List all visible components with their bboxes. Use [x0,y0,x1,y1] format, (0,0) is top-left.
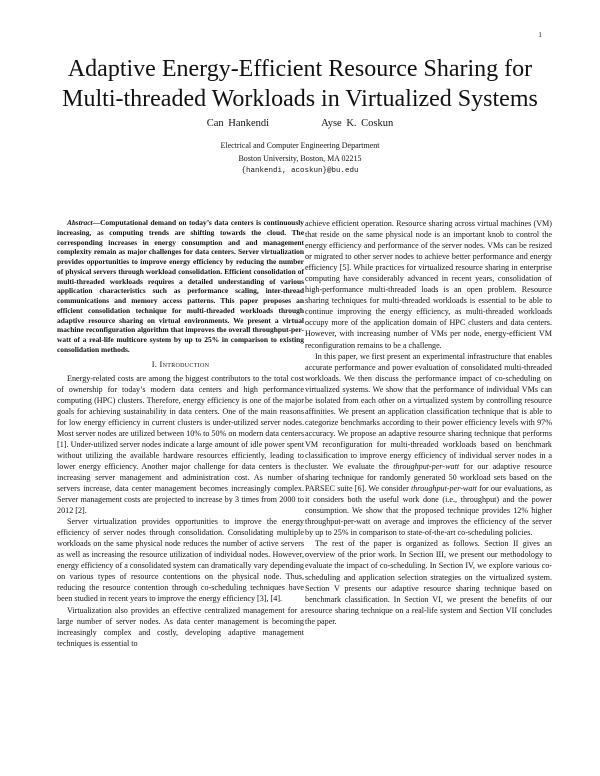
affiliation-university: Boston University, Boston, MA 02215 [238,153,362,163]
organization-paragraph: The rest of the paper is organized as follows. Section II gives an overview of the prior work. In Section III, we present our methodology to evaluate the impact of co-scheduling. In Section IV, we explore various co-scheduling and application selection strategies on the virtualized system. Section V presents our adaptive resource sharing technique based on benchmark classification. In Section VI, we present the benefits of our resource sharing technique on a real-life system and Section VII concludes the paper. [305,539,552,626]
page-number: 1 [538,30,542,39]
contributions-paragraph [305,351,552,539]
affiliation-department: Electrical and Computer Engineering Department [220,141,380,150]
left-column [57,218,304,649]
author-emails: {hankendi, acoskun}@bu.edu [241,167,359,175]
abstract [57,218,304,355]
affiliation [0,140,600,178]
intro-paragraph: Energy-related costs are among the biggest contributors to the total cost of ownership for today’s modern data centers and high performance computing (HPC) clusters. Therefore, energy efficiency is one of the major goals for achieving sustainability in data centers. One of the main reasons for low energy efficiency in current clusters is under-utilized server nodes. Most server nodes are utilized between 10% to 50% on modern data centers [1]. Under-utilized server nodes indicate a large amount of idle power spent without utilizing the available hardware resources efficiently, leading to lower energy efficiency. Another major challenge for data centers is the increasing server management and administration cost. As number of servers increase, data center management becomes increasingly complex. Server management costs are projected to increase by 3 times from 2000 to 2012 [2]. [57,373,304,516]
abstract-dash: — [92,218,101,227]
paragraph-text: In this paper, we first present an experimental infrastructure that enables accurate performance and power evaluation of consolidated multi-threaded workloads. We then discuss the performance impact of co-scheduling on virtualized systems. We show that the performance of individual VMs can be isolated from each other on a virtualized system by controlling resource affinities. We present an application classification technique that is able to categorize benchmarks according to their power efficiency levels with 97% accuracy. We propose an adaptive resource sharing technique that performs VM reconfiguration for multi-threaded workloads based on benchmark classification to improve energy efficiency of individual server nodes in a cluster. We evaluate the [305,351,552,472]
intro-paragraph-continued: achieve efficient operation. Resource sharing across virtual machines (VM) that reside on the same physical node is an important knob to control the energy efficiency and performance of the server nodes. VMs can be resized or migrated to other server nodes to achieve better performance and energy efficiency [5]. While practices for virtualized resource sharing in enterprise computing have considerably advanced in recent years, consolidation of high-performance multi-threaded loads is an open problem. Resource sharing techniques for multi-threaded workloads is essential to be able to continue improving the energy efficiency, as multi-threaded workloads occupy more of the application domain of HPC clusters and data centers. However, with increasing number of VMs per node, energy-efficient VM reconfiguration remains to be a challenge. [305,219,552,350]
abstract-text: Computational demand on today’s data centers is continuously increasing, as computing trends are shifting towards the cloud. The corresponding increases in energy consumption and and management complexity remain as major challenges for data centers. Server virtualization provides opportunities to improve energy efficiency by reducing the number of physical servers through workload consolidation. Efficient consolidation of multi-threaded workloads requires a detailed understanding of various application characteristics such as performance scaling, inter-thread communications and memory access patterns. This paper proposes an efficient consolidation technique for multi-threaded workloads through adaptive resource sharing on virtual environments. We present a virtual machine reconfiguration algorithm that improves the overall throughput-per-watt of a real-life multicore system by up to 25% in comparison to existing consolidation methods. [57,218,304,354]
abstract-label: Abstract [67,218,93,227]
paragraph-text: for our evaluations, as it considers both the useful work done (i.e., throughput) and the power consumption. We show that the proposed technique provides 12% higher throughput-per-watt on average and improves the efficiency of the server by up to 25% in comparison to state-of-the-art co-scheduling policies. [305,484,553,538]
emphasis-metric: throughput-per-watt [393,462,460,472]
intro-paragraph: Server virtualization provides opportunities to improve the energy efficiency of server nodes through consolidation. Consolidating multiple workloads on the same physical node reduces the number of active servers as well as increasing the resource utilization of individual nodes. However, energy efficiency of a consolidated system can dramatically vary depending on various types of resource contentions on the physical node. Thus, reducing the resource contention through co-scheduling techniques have been studied in recent years to improve the energy efficiency [3], [4]. [57,517,304,604]
author-list [0,118,600,129]
title-line-1: Adaptive Energy-Efficient Resource Sharing for [67,56,533,82]
author-name: Ayse K. Coskun [321,118,394,129]
right-column [305,218,552,627]
section-title: Introduction [159,359,210,369]
paragraph-text: for our adaptive resource sharing technique for randomly generated 50 workload sets based on the PARSEC suite [6]. We consider [305,462,552,494]
emphasis-metric: throughput-per-watt [411,484,477,494]
paper-title [0,54,600,114]
author-name: Can Hankendi [206,118,270,129]
section-heading-introduction [57,359,304,370]
intro-paragraph: Virtualization also provides an effective centralized management for a large number of server nodes. As data center management is becoming increasingly complex and costly, developing adaptive management techniques is essential to [57,605,304,648]
title-line-2: Multi-threaded Workloads in Virtualized Systems [62,86,538,112]
section-number: I. [151,359,158,369]
